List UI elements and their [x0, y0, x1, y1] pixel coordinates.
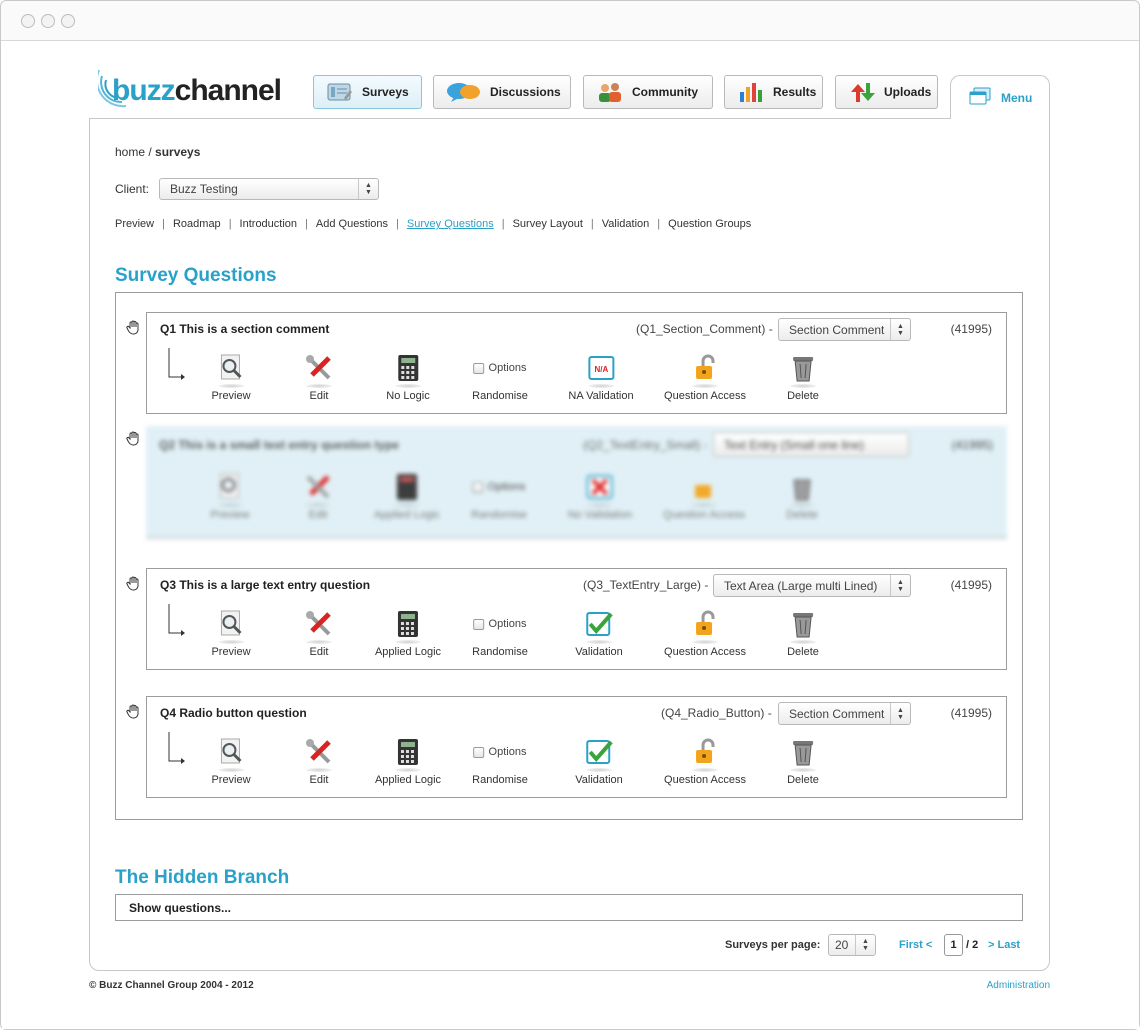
select-arrows-icon: ▲ ▼	[855, 935, 875, 955]
options-label: Options	[487, 481, 526, 493]
question-type-value: Text Area (Large multi Lined)	[724, 578, 878, 593]
tools-icon	[304, 353, 334, 383]
client-label: Client:	[115, 182, 150, 196]
nav-label: Discussions	[490, 85, 561, 99]
padlock-icon	[690, 609, 720, 639]
options-checkbox[interactable]	[474, 619, 485, 630]
preview-action[interactable]	[211, 353, 250, 402]
trash-icon	[788, 737, 818, 767]
nav-results-button[interactable]	[724, 75, 823, 109]
subnav-add-questions[interactable]: Add Questions	[315, 218, 389, 230]
logic-label: Applied Logic	[373, 509, 441, 521]
edit-label: Edit	[309, 646, 329, 658]
tools-icon	[304, 737, 334, 767]
preview-label: Preview	[211, 774, 251, 786]
question-card-q1	[146, 312, 1007, 414]
no-validation-icon	[585, 472, 615, 502]
calculator-icon	[392, 472, 422, 502]
subnav-preview[interactable]: Preview	[115, 218, 155, 230]
options-checkbox-row[interactable]	[472, 609, 528, 639]
breadcrumb	[115, 145, 200, 159]
question-title[interactable]: Q1 This is a section comment	[160, 322, 330, 336]
delete-label: Delete	[787, 646, 819, 658]
tools-icon	[304, 609, 334, 639]
select-arrows-icon: ▲ ▼	[890, 319, 910, 340]
question-card-q4	[146, 696, 1007, 798]
edit-label: Edit	[309, 774, 329, 786]
breadcrumb-home[interactable]: home /	[115, 145, 152, 159]
logic-label: No Logic	[386, 390, 430, 402]
drag-hand-icon[interactable]	[126, 430, 142, 446]
subnav-separator: |	[657, 218, 661, 230]
total-pages: / 2	[966, 939, 979, 951]
validation-label: NA Validation	[568, 390, 634, 402]
edit-label: Edit	[308, 509, 328, 521]
edit-action[interactable]	[304, 609, 334, 658]
copyright: © Buzz Channel Group 2004 - 2012	[89, 980, 254, 991]
question-type-select[interactable]	[713, 574, 911, 597]
pagination-next-last[interactable]: > Last	[988, 939, 1021, 951]
options-checkbox[interactable]	[474, 747, 485, 758]
uploads-icon	[848, 81, 876, 103]
randomise-action[interactable]	[472, 737, 528, 786]
question-card-q3	[146, 568, 1007, 670]
question-access-action[interactable]	[664, 353, 746, 402]
nav-discussions-button[interactable]	[433, 75, 571, 109]
logo-text: buzzchannel	[112, 74, 282, 107]
question-title[interactable]: Q4 Radio button question	[160, 706, 307, 720]
question-id: (41995)	[950, 322, 992, 336]
preview-action	[210, 472, 249, 521]
minimize-window-button[interactable]	[41, 14, 55, 28]
validation-action	[568, 472, 633, 521]
delete-label: Delete	[786, 509, 818, 521]
validation-action[interactable]	[575, 737, 623, 786]
options-checkbox	[473, 482, 484, 493]
subnav-question-groups[interactable]: Question Groups	[668, 218, 752, 230]
breadcrumb-current: surveys	[155, 145, 201, 159]
validation-label: Validation	[575, 646, 623, 658]
randomise-action	[471, 472, 527, 521]
question-title: Q2 This is a small text entry question type	[159, 438, 400, 452]
subnav-validation[interactable]: Validation	[601, 218, 650, 230]
validation-label: No Validation	[567, 509, 633, 521]
subnav-survey-questions[interactable]: Survey Questions	[406, 218, 494, 230]
magnifier-icon	[216, 737, 246, 767]
options-label: Options	[488, 618, 527, 630]
per-page-select[interactable]	[828, 934, 876, 956]
edit-action[interactable]	[304, 353, 334, 402]
survey-subnav	[115, 218, 751, 230]
question-code: (Q2_TextEntry_Small) -	[583, 438, 708, 452]
question-access-label: Question Access	[664, 646, 746, 658]
checkmark-validation-icon	[584, 609, 614, 639]
preview-label: Preview	[211, 390, 251, 402]
drag-hand-icon[interactable]	[126, 575, 142, 591]
hidden-branch-heading: The Hidden Branch	[115, 867, 290, 888]
pagination-first-prev[interactable]: First <	[899, 939, 933, 951]
question-id: (41995)	[951, 438, 993, 452]
preview-action[interactable]	[211, 737, 250, 786]
question-type-value: Text Entry (Small one line)	[724, 437, 865, 452]
subnav-separator: |	[228, 218, 232, 230]
subnav-separator: |	[501, 218, 505, 230]
logic-action	[374, 472, 440, 521]
branch-arrow-icon	[168, 604, 186, 637]
question-access-action[interactable]	[664, 609, 746, 658]
question-type-value: Section Comment	[789, 322, 885, 337]
logic-action[interactable]	[375, 737, 441, 786]
show-questions-toggle[interactable]: Show questions...	[115, 894, 1023, 921]
per-page-label: Surveys per page:	[725, 939, 821, 951]
magnifier-icon	[216, 609, 246, 639]
question-id: (41995)	[950, 578, 992, 592]
subnav-introduction[interactable]: Introduction	[239, 218, 298, 230]
randomise-action[interactable]	[472, 609, 528, 658]
nav-label: Uploads	[884, 85, 932, 99]
client-select-value: Buzz Testing	[170, 182, 238, 196]
subnav-roadmap[interactable]: Roadmap	[172, 218, 221, 230]
question-access-action	[663, 472, 745, 521]
community-icon	[596, 81, 624, 103]
question-code: (Q3_TextEntry_Large) -	[583, 578, 709, 592]
tools-icon	[303, 472, 333, 502]
padlock-icon	[690, 737, 720, 767]
results-icon	[737, 81, 765, 103]
na-badge-text: N/A	[594, 365, 608, 374]
delete-action	[786, 472, 818, 521]
preview-label: Preview	[210, 509, 250, 521]
logic-action[interactable]	[375, 609, 441, 658]
checkmark-validation-icon	[584, 737, 614, 767]
question-access-label: Question Access	[664, 774, 746, 786]
edit-label: Edit	[309, 390, 329, 402]
branch-arrow-icon	[168, 348, 186, 381]
trash-icon	[788, 609, 818, 639]
randomise-action[interactable]	[472, 353, 528, 402]
menu-label: Menu	[1001, 90, 1033, 105]
magnifier-icon	[215, 472, 245, 502]
subnav-survey-layout[interactable]: Survey Layout	[512, 218, 583, 230]
branch-arrow-icon	[168, 732, 186, 765]
edit-action[interactable]	[304, 737, 334, 786]
current-page-input[interactable]: 1	[944, 934, 963, 956]
subnav-separator: |	[396, 218, 399, 230]
drag-hand-icon[interactable]	[126, 319, 142, 335]
logic-label: Applied Logic	[374, 646, 442, 658]
logic-label: Applied Logic	[374, 774, 442, 786]
question-type-select	[713, 432, 909, 457]
nav-community-button[interactable]	[583, 75, 713, 109]
validation-action[interactable]	[575, 609, 623, 658]
padlock-icon	[690, 353, 720, 383]
question-access-label: Question Access	[664, 390, 746, 402]
window-icon	[969, 87, 991, 108]
close-window-button[interactable]	[21, 14, 35, 28]
question-type-select[interactable]	[778, 702, 911, 725]
calculator-icon	[393, 609, 423, 639]
question-id: (41995)	[950, 706, 992, 720]
question-title[interactable]: Q3 This is a large text entry question	[160, 578, 371, 592]
options-checkbox-row	[471, 472, 527, 502]
logic-action[interactable]	[386, 353, 429, 402]
options-label: Options	[488, 746, 527, 758]
buzzchannel-logo[interactable]	[98, 64, 282, 108]
surveys-icon	[326, 81, 354, 103]
discussions-icon	[446, 81, 482, 103]
select-arrows-icon: ▲ ▼	[890, 703, 910, 724]
trash-icon	[788, 353, 818, 383]
panel-top-border	[89, 118, 951, 119]
nav-label: Community	[632, 85, 698, 99]
drag-shadow	[146, 536, 1007, 542]
maximize-window-button[interactable]	[61, 14, 75, 28]
options-label: Options	[488, 362, 527, 374]
preview-label: Preview	[211, 646, 251, 658]
delete-label: Delete	[787, 390, 819, 402]
validation-label: Validation	[575, 774, 623, 786]
options-checkbox[interactable]	[474, 363, 485, 374]
drag-hand-icon[interactable]	[126, 703, 142, 719]
nav-surveys-button[interactable]	[313, 75, 422, 109]
question-access-action[interactable]	[664, 737, 746, 786]
survey-questions-heading: Survey Questions	[115, 265, 277, 286]
calculator-icon	[393, 737, 423, 767]
magnifier-icon	[216, 353, 246, 383]
randomise-label: Randomise	[471, 509, 527, 521]
select-arrows-icon: ▲ ▼	[358, 179, 378, 199]
subnav-separator: |	[305, 218, 308, 230]
question-type-value: Section Comment	[789, 706, 885, 721]
per-page-value: 20	[835, 938, 849, 952]
nav-label: Surveys	[362, 85, 409, 99]
subnav-separator: |	[590, 218, 594, 230]
administration-link[interactable]: Administration	[986, 980, 1050, 991]
edit-action	[303, 472, 333, 521]
validation-action[interactable]	[568, 353, 633, 402]
select-arrows-icon: ▲ ▼	[890, 575, 910, 596]
question-code: (Q4_Radio_Button) -	[661, 706, 772, 720]
options-checkbox-row[interactable]	[472, 737, 528, 767]
randomise-label: Randomise	[472, 774, 528, 786]
delete-action[interactable]	[787, 353, 819, 402]
randomise-label: Randomise	[472, 646, 528, 658]
question-card-q2-dragging[interactable]	[146, 426, 1007, 538]
client-select[interactable]	[159, 178, 379, 200]
menu-tab[interactable]	[950, 75, 1050, 119]
question-code: (Q1_Section_Comment) -	[636, 322, 773, 336]
randomise-label: Randomise	[472, 390, 528, 402]
subnav-separator: |	[162, 218, 165, 230]
calculator-icon	[393, 353, 423, 383]
delete-action[interactable]	[787, 737, 819, 786]
delete-label: Delete	[787, 774, 819, 786]
preview-action[interactable]	[211, 609, 250, 658]
delete-action[interactable]	[787, 609, 819, 658]
trash-icon	[787, 472, 817, 502]
question-type-select[interactable]	[778, 318, 911, 341]
nav-uploads-button[interactable]	[835, 75, 938, 109]
padlock-icon	[689, 472, 719, 502]
na-validation-icon	[586, 353, 616, 383]
title-bar	[1, 1, 1139, 41]
nav-label: Results	[773, 85, 817, 99]
question-access-label: Question Access	[663, 509, 745, 521]
options-checkbox-row[interactable]	[472, 353, 528, 383]
